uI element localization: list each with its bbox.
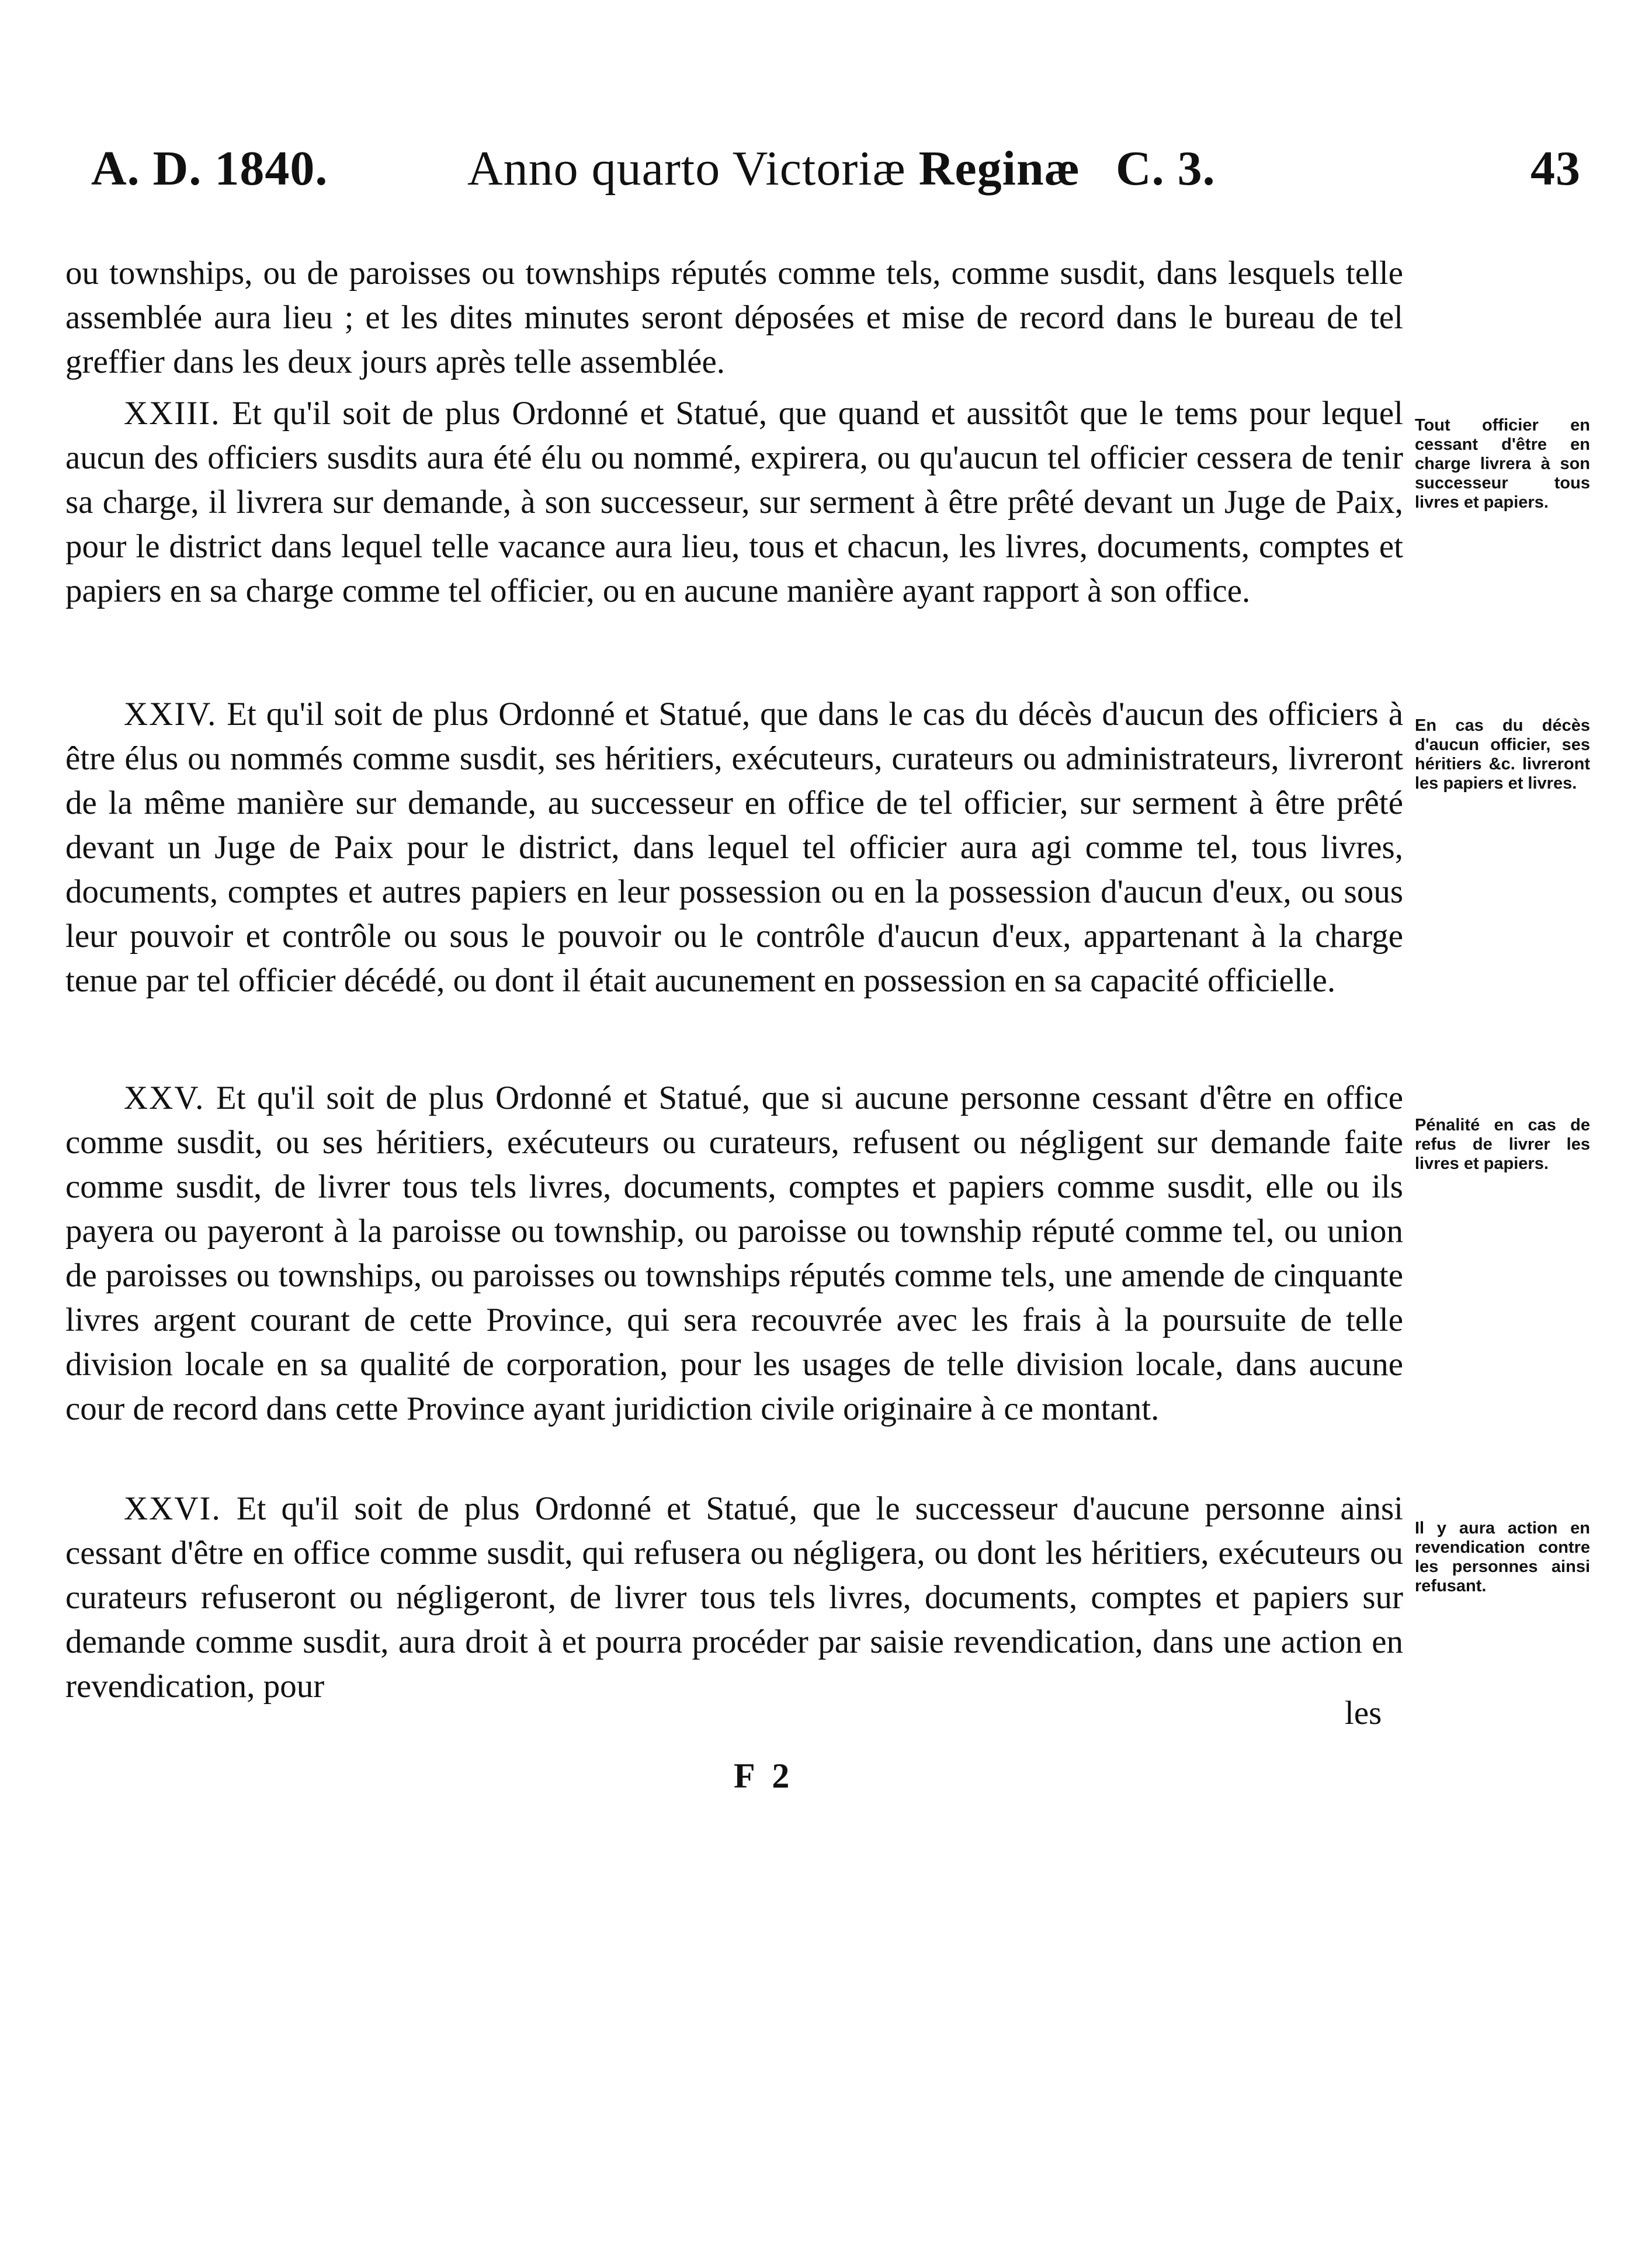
section-text: Et qu'il soit de plus Ordonné et Statué, que si aucune personne cessant d'être en office comme susdit, ou ses héritiers, exécuteurs ou curateurs, refusent ou négligent sur demande faite comme susdit, de livrer tous tels livres, documents, comptes et papiers comme susdit, elle ou ils payera ou payeront à la paroisse ou township, ou paroisse ou township réputé comme tel, ou union de paroisses ou townships, ou paroisses ou townships réputés comme tels, une amende de cinquante livres argent courant de cette Province, qui sera recouvrée avec les frais à la poursuite de telle division locale en sa qualité de corporation, pour les usages de telle division locale, dans aucune cour de record dans cette Province ayant juridiction civile originaire à ce montant. [65,1080,1403,1427]
section-text: Et qu'il soit de plus Ordonné et Statué, que dans le cas du décès d'aucun des officiers à être élus ou nommés comme susdit, ses héritiers, exécuteurs, curateurs ou administrateurs, livreront de la même manière sur demande, au successeur en office de tel officier, sur serment à être prêté devant un Juge de Paix pour le district, dans lequel tel officier aura agi comme tel, tous livres, documents, comptes et autres papiers en leur possession ou en la possession d'aucun d'eux, ou sous leur pouvoir et contrôle ou sous le pouvoir ou le contrôle d'aucun d'eux, appartenant à la charge tenue par tel officier décédé, ou dont il était aucunement en possession en sa capacité officielle. [65,696,1404,999]
header-title-emph: Reginæ [918,141,1081,196]
header-year: A. D. 1840. [91,141,328,196]
section-number: XXVI. [124,1490,221,1527]
header-title-prefix: Anno quarto Victoriæ [467,141,919,196]
section-xxvi [65,1487,1403,1709]
section-xxiii [65,391,1403,613]
signature-mark: F 2 [734,1757,794,1795]
section-text: Et qu'il soit de plus Ordonné et Statué, que quand et aussitôt que le tems pour lequel aucun des officiers susdits aura été élu ou nommé, expirera, ou qu'aucun tel officier cessera de tenir sa charge, il livrera sur demande, à son successeur, sur serment à être prêté devant un Juge de Paix, pour le district dans lequel telle vacance aura lieu, tous et chacun, les livres, documents, comptes et papiers en sa charge comme tel officier, ou en aucune manière ayant rapport à son office. [65,395,1403,609]
header-chapter: C. 3. [1116,141,1216,196]
section-number: XXV. [124,1080,205,1116]
marginal-note: Il y aura action en revendication contre les personnes ainsi refusant. [1415,1519,1590,1595]
marginal-note: Tout officier en cessant d'être en charge livrera à son successeur tous livres et papiers. [1415,416,1590,512]
section-xxv [65,1076,1403,1431]
marginal-note: En cas du décès d'aucun officier, ses héritiers &c. livreront les papiers et livres. [1415,716,1590,793]
header-title [467,140,1080,197]
section-number: XXIII. [124,395,221,432]
section-text: Et qu'il soit de plus Ordonné et Statué, que le successeur d'aucune personne ainsi cessant d'être en office comme susdit, qui refusera ou négligera, ou dont les héritiers, exécuteurs ou curateurs refuseront ou négligeront, de livrer tous tels livres, documents, comptes et papiers sur demande comme susdit, aura droit à et pourra procéder par saisie revendication, dans une action en revendication, pour [65,1490,1403,1705]
marginal-note: Pénalité en cas de refus de livrer les livres et papiers. [1415,1116,1590,1173]
continued-paragraph: ou townships, ou de paroisses ou townships réputés comme tels, comme susdit, dans lesquels telle assemblée aura lieu ; et les dites minutes seront déposées et mise de record dans le bureau de tel greffier dans les deux jours après telle assemblée. [65,255,1403,380]
section-xxiv [65,692,1403,1003]
catchword: les [1345,1695,1382,1731]
section-number: XXIV. [124,696,217,733]
page-number: 43 [1530,141,1581,196]
